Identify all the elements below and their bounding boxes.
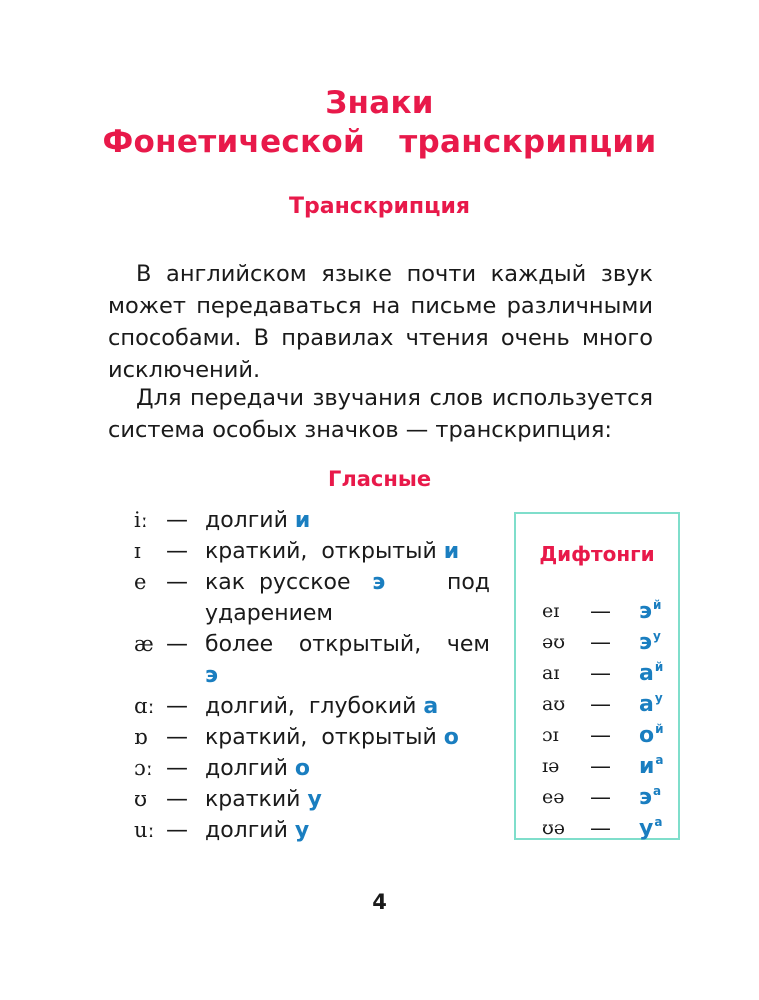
- vowel-dash: —: [166, 725, 188, 750]
- diphthong-row: [542, 813, 672, 844]
- vowel-symbol: e: [134, 570, 147, 594]
- diphthong-dash: —: [590, 785, 611, 809]
- diphthong-symbol: əʊ: [542, 631, 566, 653]
- vowel-text-line-2: ударением: [205, 601, 334, 626]
- diphthong-row: [542, 627, 672, 658]
- vowel-text: долгий, глубокий: [205, 694, 417, 719]
- vowel-description: [205, 815, 490, 846]
- diphthong-sound-main: и: [639, 754, 655, 779]
- paragraph-1: [108, 258, 653, 386]
- vowel-description: [205, 691, 490, 722]
- diphthong-symbol: aɪ: [542, 662, 560, 684]
- vowel-row: [134, 567, 490, 629]
- page-title: [0, 84, 759, 162]
- vowel-description: [205, 536, 490, 567]
- paragraph-2-text: Для передачи звучания слов используется система особых значков — транскрипция:: [108, 385, 653, 443]
- vowel-description: [205, 753, 490, 784]
- vowel-dash: —: [166, 539, 188, 564]
- vowel-row: [134, 505, 490, 536]
- diphthong-sound-sup: й: [655, 722, 664, 736]
- diphthong-sound-sup: й: [654, 660, 664, 674]
- title-line-1: Знаки: [325, 85, 434, 121]
- diphthong-row: [542, 720, 672, 751]
- vowel-description: [205, 505, 490, 536]
- vowel-text: как русское: [205, 570, 351, 595]
- vowel-symbol: æ: [134, 632, 154, 656]
- vowel-symbol: uː: [134, 818, 155, 842]
- vowel-dash: —: [166, 787, 188, 812]
- diphthong-row: [542, 782, 672, 813]
- vowel-row: [134, 815, 490, 846]
- diphthong-sound-sup: а: [654, 815, 663, 829]
- diphthong-sound-main: у: [639, 816, 654, 841]
- vowel-text-after: под: [446, 570, 490, 595]
- vowel-sound: и: [294, 508, 311, 533]
- vowel-symbol: ʊ: [134, 787, 148, 811]
- vowel-line-1: [205, 629, 490, 660]
- paragraph-2: [108, 382, 653, 446]
- diphthong-dash: —: [590, 723, 611, 747]
- vowel-dash: —: [166, 508, 188, 533]
- vowel-row: [134, 536, 490, 567]
- vowel-symbol: ɑː: [134, 694, 155, 718]
- diphthongs-title: Дифтонги: [539, 542, 655, 566]
- diphthong-sound-sup: й: [653, 598, 662, 612]
- vowel-sound: о: [443, 725, 459, 750]
- diphthong-sound-main: а: [639, 661, 654, 686]
- vowel-description: [205, 629, 490, 691]
- vowel-description: [205, 784, 490, 815]
- diphthong-row: [542, 751, 672, 782]
- vowel-symbol: ɪ: [134, 539, 141, 563]
- diphthong-symbol: eɪ: [542, 600, 560, 622]
- diphthong-symbol: ɔɪ: [542, 724, 559, 746]
- vowel-text: долгий: [205, 818, 288, 843]
- diphthong-sound-main: а: [639, 692, 654, 717]
- diphthong-sound-sup: а: [655, 753, 664, 767]
- diphthong-sound: [639, 596, 661, 630]
- vowel-row: [134, 691, 490, 722]
- vowel-dash: —: [166, 818, 188, 843]
- diphthong-sound-sup: у: [654, 691, 663, 705]
- diphthong-dash: —: [590, 754, 611, 778]
- vowel-sound: э: [372, 570, 386, 595]
- diphthong-sound: [639, 813, 662, 847]
- diphthong-sound-main: э: [639, 785, 653, 810]
- diphthong-symbol: ʊə: [542, 817, 566, 839]
- diphthong-symbol: eə: [542, 786, 565, 808]
- diphthong-dash: —: [590, 630, 611, 654]
- vowel-sound: а: [423, 694, 439, 719]
- diphthong-sound: [639, 720, 664, 754]
- vowel-sound: у: [294, 818, 310, 843]
- title-line-2: Фонетической транскрипции: [102, 124, 657, 160]
- vowel-text: краткий: [205, 787, 301, 812]
- diphthong-row: [542, 689, 672, 720]
- section-title-vowels: Гласные: [327, 467, 432, 491]
- vowel-row: [134, 753, 490, 784]
- vowel-text: долгий: [205, 508, 288, 533]
- diphthong-dash: —: [590, 692, 611, 716]
- vowel-line-1: [205, 567, 490, 598]
- vowel-dash: —: [166, 756, 188, 781]
- vowel-symbol: ɔː: [134, 756, 153, 780]
- vowel-description: [205, 722, 490, 753]
- vowel-text-w2: открытый,: [298, 632, 422, 657]
- vowel-sound: э: [205, 663, 219, 688]
- vowel-sound: о: [294, 756, 311, 781]
- vowel-sound: и: [443, 539, 460, 564]
- diphthong-row: [542, 596, 672, 627]
- diphthong-sound-main: о: [639, 723, 655, 748]
- diphthong-symbol: ɪə: [542, 755, 560, 777]
- vowel-dash: —: [166, 694, 188, 719]
- diphthong-row: [542, 658, 672, 689]
- vowel-text-w3: чем: [446, 632, 490, 657]
- vowel-row: [134, 722, 490, 753]
- vowel-sound: у: [307, 787, 322, 812]
- section-title-transcription: Транскрипция: [289, 194, 470, 219]
- diphthong-sound: [639, 782, 661, 816]
- page-number: 4: [372, 890, 387, 914]
- diphthong-sound-main: э: [639, 630, 653, 655]
- diphthong-dash: —: [590, 816, 611, 840]
- diphthong-dash: —: [590, 661, 611, 685]
- vowel-description: [205, 567, 490, 629]
- vowel-row: [134, 629, 490, 691]
- vowels-list: [134, 505, 490, 846]
- diphthong-symbol: aʊ: [542, 693, 566, 715]
- vowel-symbol: iː: [134, 508, 148, 532]
- diphthong-dash: —: [590, 599, 611, 623]
- diphthong-sound: [639, 751, 664, 785]
- vowel-symbol: ɒ: [134, 725, 148, 749]
- diphthong-sound: [639, 658, 663, 692]
- vowel-text: краткий, открытый: [205, 725, 437, 750]
- vowel-text-w1: более: [205, 632, 274, 657]
- diphthong-sound-sup: у: [653, 629, 661, 643]
- vowel-dash: —: [166, 570, 188, 595]
- diphthong-sound: [639, 627, 661, 661]
- vowel-dash: —: [166, 632, 188, 657]
- vowel-row: [134, 784, 490, 815]
- vowel-text: долгий: [205, 756, 288, 781]
- paragraph-1-text: В английском языке почти каждый звук может передаваться на письме различными способами. В правилах чтения очень много исключений.: [108, 261, 653, 383]
- diphthong-sound: [639, 689, 663, 723]
- vowel-text: краткий, открытый: [205, 539, 437, 564]
- diphthongs-box: [514, 512, 680, 840]
- diphthong-sound-sup: а: [653, 784, 662, 798]
- diphthong-sound-main: э: [639, 599, 653, 624]
